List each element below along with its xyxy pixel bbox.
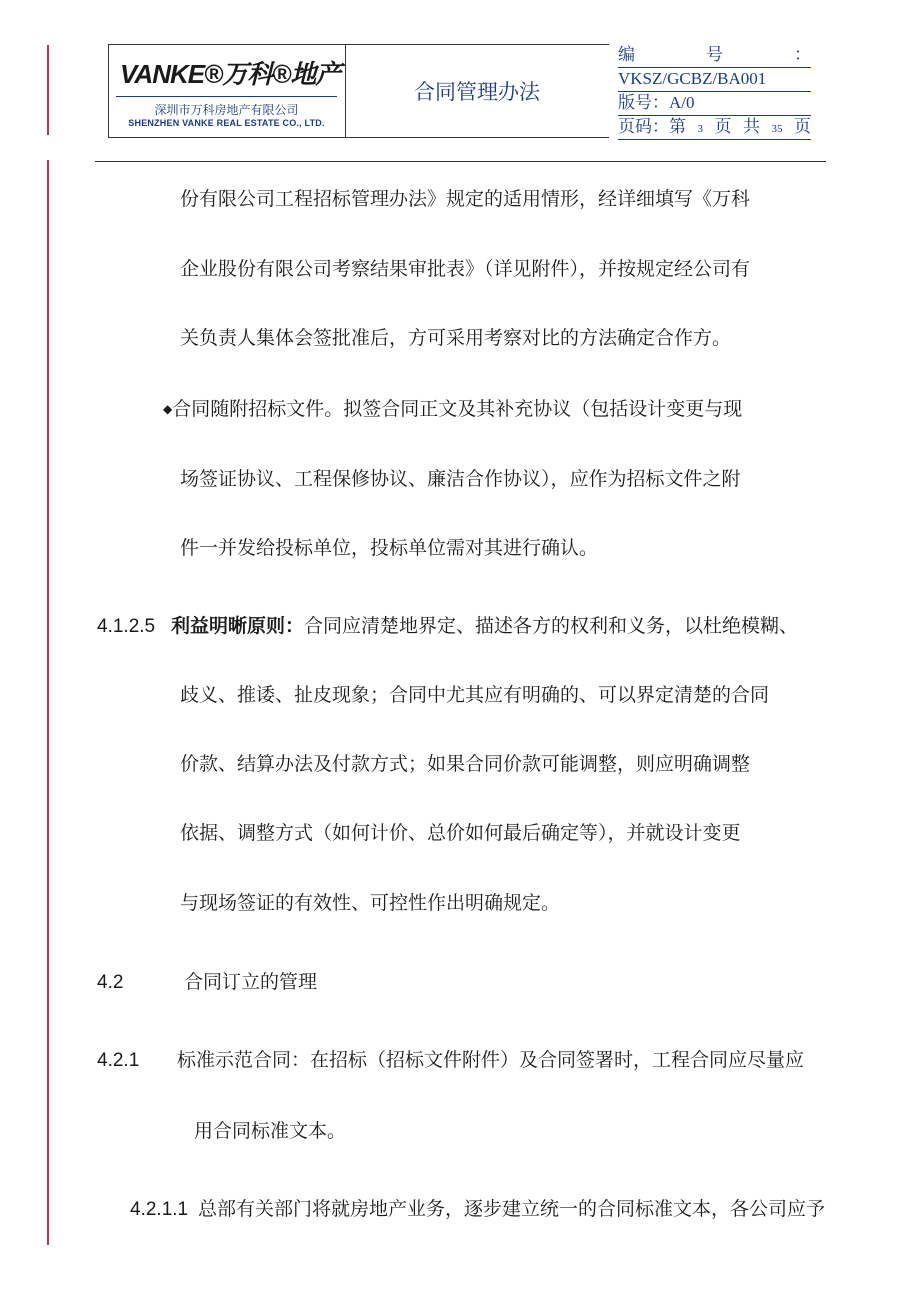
section-4125-line5: 与现场签证的有效性、可控性作出明确规定。: [180, 892, 561, 914]
section-title: 合同订立的管理: [184, 971, 318, 993]
logo-wordmark: VANKE®万科®地产: [120, 59, 341, 89]
para1-line2-text: 企业股份有限公司考察结果审批表》（详见附件），并按规定经公司有: [180, 258, 751, 280]
section-421-line1-text: 标准示范合同：在招标（招标文件附件）及合同签署时，工程合同应尽量应: [177, 1049, 805, 1071]
section-number: 4.2: [97, 972, 124, 993]
bullet-line3: 件一并发给投标单位，投标单位需对其进行确认。: [180, 537, 599, 559]
document-meta: [618, 44, 811, 140]
section-number: 4.1.2.5: [97, 616, 156, 637]
section-4125-line4: 依据、调整方式（如何计价、总价如何最后确定等），并就设计变更: [180, 822, 741, 844]
page-total: 35: [771, 123, 783, 135]
bullet-diamond-icon: ◆: [163, 402, 173, 416]
section-4211-line1: [130, 1197, 825, 1222]
company-name-cn: 深圳市万科房地产有限公司: [154, 103, 299, 117]
section-4125-line1-text: 合同应清楚地界定、描述各方的权利和义务，以杜绝模糊、: [304, 615, 799, 637]
page-current: 3: [697, 123, 703, 135]
section-number: 4.2.1: [97, 1050, 140, 1071]
document-title: 合同管理办法: [414, 80, 540, 104]
code-label-char-1: 编: [618, 45, 635, 64]
para1-line1-text: 份有限公司工程招标管理办法》规定的适用情形，经详细填写《万科: [180, 188, 751, 210]
section-4125-line1: [97, 614, 798, 639]
section-42-heading: [97, 970, 317, 995]
section-4211-line1-text: 总部有关部门将就房地产业务，逐步建立统一的合同标准文本，各公司应予: [198, 1198, 826, 1220]
code-label-colon: ：: [794, 45, 811, 64]
para1-line3: 关负责人集体会签批准后，方可采用考察对比的方法确定合作方。: [180, 327, 732, 349]
para1-line2: [180, 257, 824, 281]
doc-version: 版号：A/0: [618, 92, 811, 116]
doc-code-value: VKSZ/GCBZ/BA001: [618, 68, 811, 92]
header-rule: [95, 161, 826, 162]
page-suffix: 页: [794, 117, 811, 136]
doc-page-info: [618, 116, 811, 140]
company-name-en: SHENZHEN VANKE REAL ESTATE CO., LTD.: [128, 118, 325, 128]
page-word: 页: [714, 117, 732, 136]
margin-line-top: [47, 45, 49, 135]
document-header: [108, 44, 811, 138]
bullet-line1: [163, 397, 742, 421]
section-421-line2: 用合同标准文本。: [194, 1120, 347, 1142]
section-4125-line3: 价款、结算办法及付款方式；如果合同价款可能调整，则应明确调整: [180, 753, 751, 775]
margin-line-bottom: [47, 160, 49, 1245]
section-heading: 利益明晰原则：: [171, 615, 305, 637]
bullet-line1-text: 合同随附招标文件。拟签合同正文及其补充协议（包括设计变更与现: [172, 398, 743, 420]
section-4125-line2: 歧义、推诿、扯皮现象；合同中尤其应有明确的、可以界定清楚的合同: [180, 684, 770, 706]
code-label-char-2: 号: [706, 45, 723, 64]
section-number: 4.2.1.1: [130, 1199, 189, 1220]
page-total-word: 共: [743, 117, 760, 136]
company-logo: [108, 44, 345, 138]
bullet-line2: 场签证协议、工程保修协议、廉洁合作协议），应作为招标文件之附: [180, 468, 741, 490]
page-prefix: 页码：第: [618, 117, 686, 136]
doc-code-label: [618, 44, 811, 68]
logo-rule: [116, 96, 337, 97]
para1-line1: [180, 187, 824, 211]
section-421-line1: [97, 1048, 804, 1073]
